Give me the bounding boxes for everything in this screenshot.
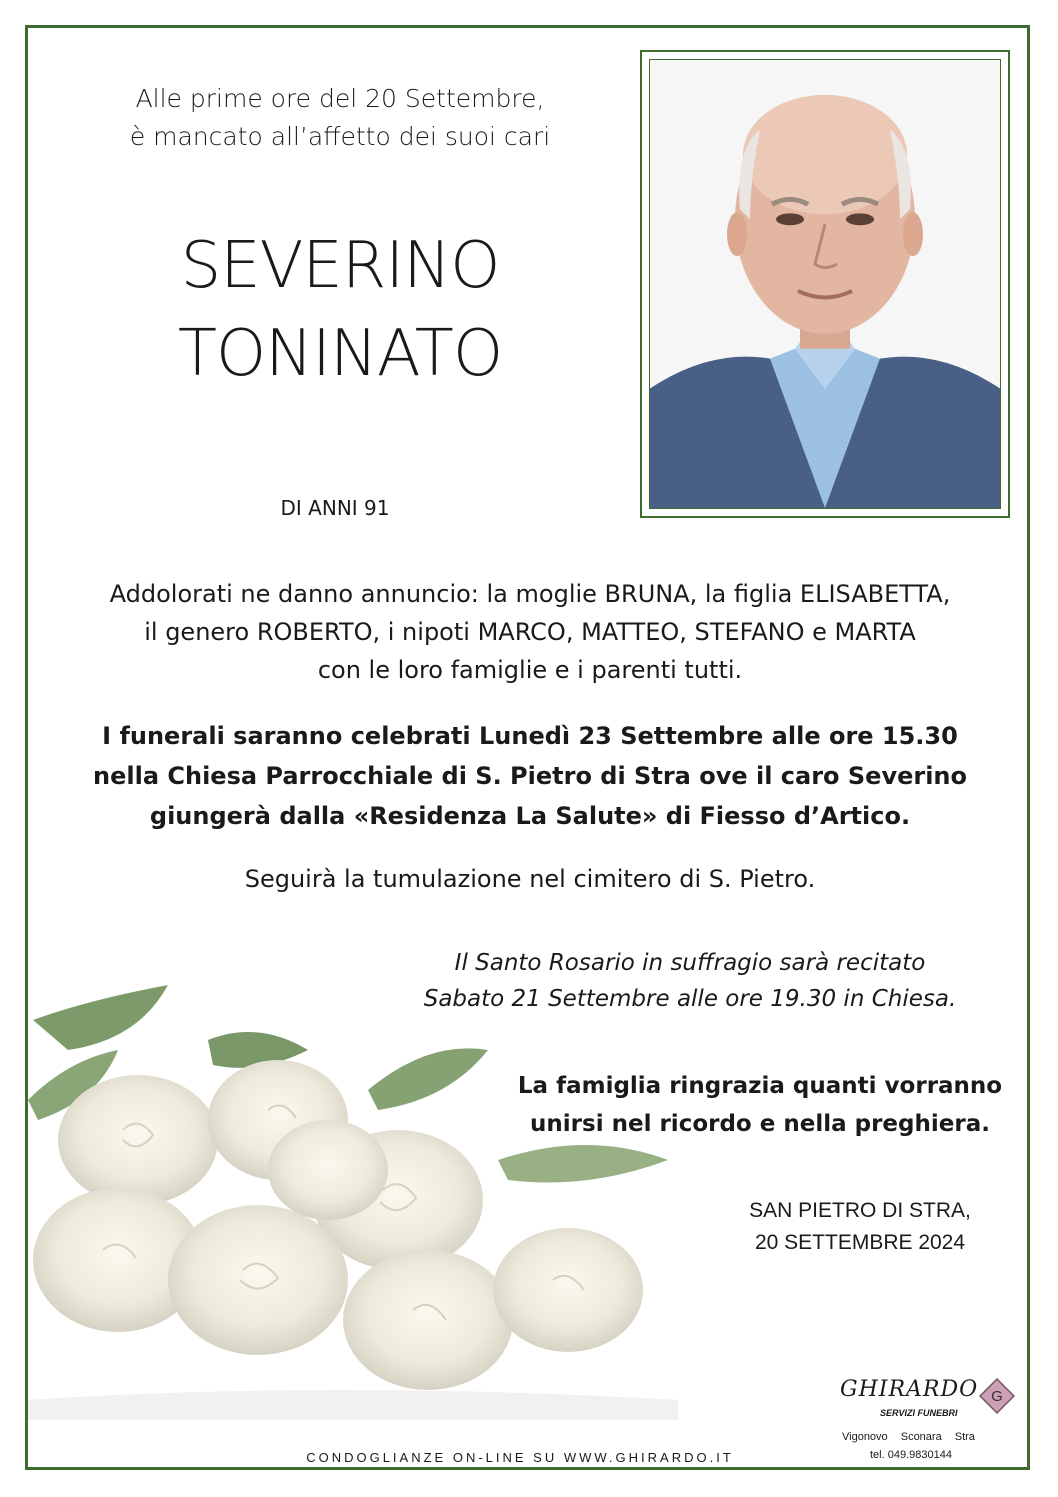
place-line: SAN PIETRO DI STRA,	[749, 1199, 971, 1222]
place-date	[720, 1195, 1000, 1259]
first-name: SEVERINO	[180, 229, 500, 303]
age-label: DI ANNI 91	[280, 496, 390, 520]
logo-badge-letter: G	[991, 1388, 1003, 1405]
announcement	[40, 575, 1020, 689]
portrait-frame	[640, 50, 1010, 518]
logo-subtitle: SERVIZI FUNEBRI	[880, 1408, 958, 1418]
announce-line: il genero ROBERTO, i nipoti MARCO, MATTEO, STEFANO e MARTA	[144, 618, 916, 646]
logo-locations: Vigonovo Sconara Stra	[842, 1431, 975, 1443]
funeral-details	[40, 716, 1020, 836]
announce-line: con le loro famiglie e i parenti tutti.	[317, 656, 743, 684]
funeral-line: nella Chiesa Parrocchiale di S. Pietro di Stra ove il caro Severino	[93, 762, 967, 790]
rosary-line: Il Santo Rosario in suffragio sarà recitato	[454, 950, 926, 976]
rosary-note	[380, 945, 1000, 1017]
deceased-name	[60, 222, 620, 398]
portrait-illustration	[650, 60, 1000, 508]
thanks-line: La famiglia ringrazia quanti vorranno	[517, 1073, 1003, 1099]
thanks-line: unirsi nel ricordo e nella preghiera.	[530, 1111, 990, 1137]
condolences-link[interactable]: CONDOGLIANZE ON-LINE SU WWW.GHIRARDO.IT	[306, 1450, 734, 1465]
portrait-photo	[649, 59, 1001, 509]
last-name: TONINATO	[177, 317, 503, 391]
burial-note: Seguirà la tumulazione nel cimitero di S. Pietro.	[244, 865, 816, 893]
rosary-line: Sabato 21 Settembre alle ore 19.30 in Chiesa.	[423, 986, 957, 1012]
logo-phone: tel. 049.9830144	[870, 1449, 952, 1461]
announce-line: Addolorati ne danno annuncio: la moglie BRUNA, la figlia ELISABETTA,	[109, 580, 951, 608]
ghirardo-logo	[830, 1375, 1030, 1465]
white-roses-image	[28, 980, 678, 1420]
intro-line-2: è mancato all’affetto dei suoi cari	[129, 122, 551, 151]
logo-badge-icon	[978, 1377, 1016, 1415]
intro-text	[60, 80, 620, 156]
funeral-line: giungerà dalla «Residenza La Salute» di Fiesso d’Artico.	[149, 802, 911, 830]
funeral-line: I funerali saranno celebrati Lunedì 23 Settembre alle ore 15.30	[102, 722, 958, 750]
logo-name: GHIRARDO	[840, 1377, 979, 1402]
family-thanks	[480, 1067, 1040, 1143]
intro-line-1: Alle prime ore del 20 Settembre,	[135, 84, 545, 113]
date-line: 20 SETTEMBRE 2024	[754, 1231, 966, 1254]
